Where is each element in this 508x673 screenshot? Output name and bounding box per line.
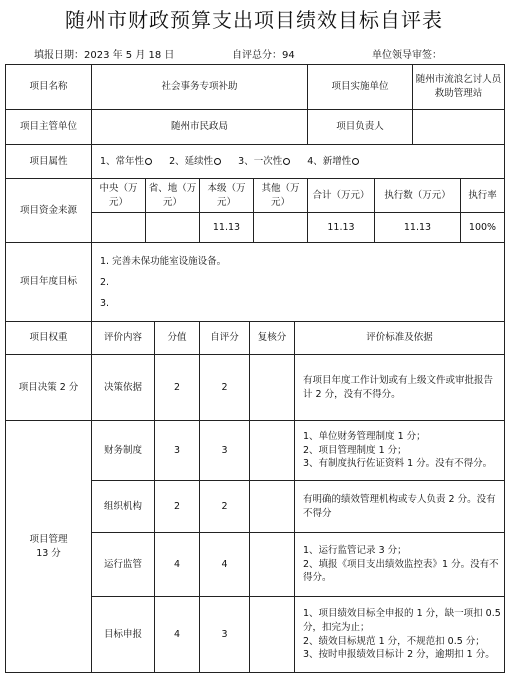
funding-value: 11.13 — [200, 213, 254, 243]
eval-content: 组织机构 — [92, 481, 155, 533]
eval-criteria: 1、项目绩效目标全申报的 1 分，缺一项扣 0.5 分，扣完为止； 2、绩效目标规范 1 分，不规范扣 0.5 分； 3、按时申报绩效目标计 2 分，逾期扣 1 分。 — [295, 597, 505, 673]
funding-value: 11.13 — [375, 213, 461, 243]
eval-header: 项目权重 — [6, 322, 92, 355]
funding-value — [254, 213, 308, 243]
project-name-label: 项目名称 — [6, 65, 92, 110]
funding-header: 执行率 — [461, 179, 505, 213]
impl-unit-label: 项目实施单位 — [308, 65, 413, 110]
funding-label: 项目资金来源 — [6, 179, 92, 243]
funding-header: 其他（万元） — [254, 179, 308, 213]
eval-score: 4 — [155, 597, 200, 673]
funding-value — [92, 213, 146, 243]
attr-option[interactable]: 4、新增性 — [307, 155, 359, 169]
eval-review-score — [250, 481, 295, 533]
eval-criteria: 1、运行监管记录 3 分； 2、填报《项目支出绩效监控表》1 分。没有不得分。 — [295, 533, 505, 597]
funding-header: 本级（万元） — [200, 179, 254, 213]
dept-value: 随州市民政局 — [92, 110, 308, 145]
weight-group: 项目决策 2 分 — [6, 355, 92, 421]
goal-item: 3. — [100, 297, 110, 309]
eval-criteria: 1、单位财务管理制度 1 分； 2、项目管理制度 1 分； 3、有制度执行佐证资料 1 分。没有不得分。 — [295, 421, 505, 481]
eval-header: 分值 — [155, 322, 200, 355]
radio-icon — [214, 158, 221, 165]
eval-score: 2 — [155, 481, 200, 533]
fill-date: 填报日期：2023 年 5 月 18 日 — [34, 50, 175, 61]
eval-score: 3 — [155, 421, 200, 481]
eval-header: 自评分 — [200, 322, 250, 355]
goal-label: 项目年度目标 — [6, 243, 92, 322]
eval-criteria: 有明确的绩效管理机构或专人负责 2 分。没有不得分 — [295, 481, 505, 533]
goal-item: 2. — [100, 276, 110, 288]
eval-self-score: 2 — [200, 481, 250, 533]
eval-review-score — [250, 597, 295, 673]
eval-header: 评价标准及依据 — [295, 322, 505, 355]
weight-group: 项目管理 13 分 — [6, 421, 92, 673]
attr-option[interactable]: 1、常年性 — [100, 155, 152, 169]
owner-value — [413, 110, 505, 145]
funding-header: 中央（万元） — [92, 179, 146, 213]
funding-header: 合计（万元） — [308, 179, 375, 213]
eval-review-score — [250, 355, 295, 421]
eval-content: 财务制度 — [92, 421, 155, 481]
radio-icon — [145, 158, 152, 165]
attr-option[interactable]: 3、一次性 — [238, 155, 290, 169]
eval-header: 复核分 — [250, 322, 295, 355]
self-score-total: 自评总分：94 — [232, 50, 295, 61]
attr-option[interactable]: 2、延续性 — [169, 155, 221, 169]
eval-self-score: 3 — [200, 597, 250, 673]
leader-sign-label: 单位领导审签： — [372, 50, 442, 61]
goal-item: 1. 完善未保功能室设施设备。 — [100, 255, 227, 267]
eval-review-score — [250, 421, 295, 481]
owner-label: 项目负责人 — [308, 110, 413, 145]
eval-content: 运行监管 — [92, 533, 155, 597]
eval-self-score: 4 — [200, 533, 250, 597]
funding-header: 执行数（万元） — [375, 179, 461, 213]
impl-unit-value: 随州市流浪乞讨人员救助管理站 — [413, 65, 505, 110]
attr-label: 项目属性 — [6, 145, 92, 179]
evaluation-table — [5, 321, 505, 673]
radio-icon — [352, 158, 359, 165]
funding-value: 100% — [461, 213, 505, 243]
eval-criteria: 有项目年度工作计划或有上级文件或审批报告计 2 分，没有不得分。 — [295, 355, 505, 421]
table-row — [6, 355, 505, 421]
eval-review-score — [250, 533, 295, 597]
funding-header: 省、地（万元） — [146, 179, 200, 213]
radio-icon — [283, 158, 290, 165]
table-row — [6, 421, 505, 481]
attr-options — [92, 145, 505, 179]
eval-header: 评价内容 — [92, 322, 155, 355]
page-title: 随州市财政预算支出项目绩效目标自评表 — [65, 8, 443, 32]
eval-score: 4 — [155, 533, 200, 597]
eval-self-score: 3 — [200, 421, 250, 481]
project-info-table — [5, 64, 505, 322]
funding-value — [146, 213, 200, 243]
funding-value: 11.13 — [308, 213, 375, 243]
goal-list — [92, 243, 505, 322]
eval-content: 决策依据 — [92, 355, 155, 421]
project-name-value: 社会事务专项补助 — [92, 65, 308, 110]
eval-self-score: 2 — [200, 355, 250, 421]
dept-label: 项目主管单位 — [6, 110, 92, 145]
eval-score: 2 — [155, 355, 200, 421]
eval-content: 目标申报 — [92, 597, 155, 673]
